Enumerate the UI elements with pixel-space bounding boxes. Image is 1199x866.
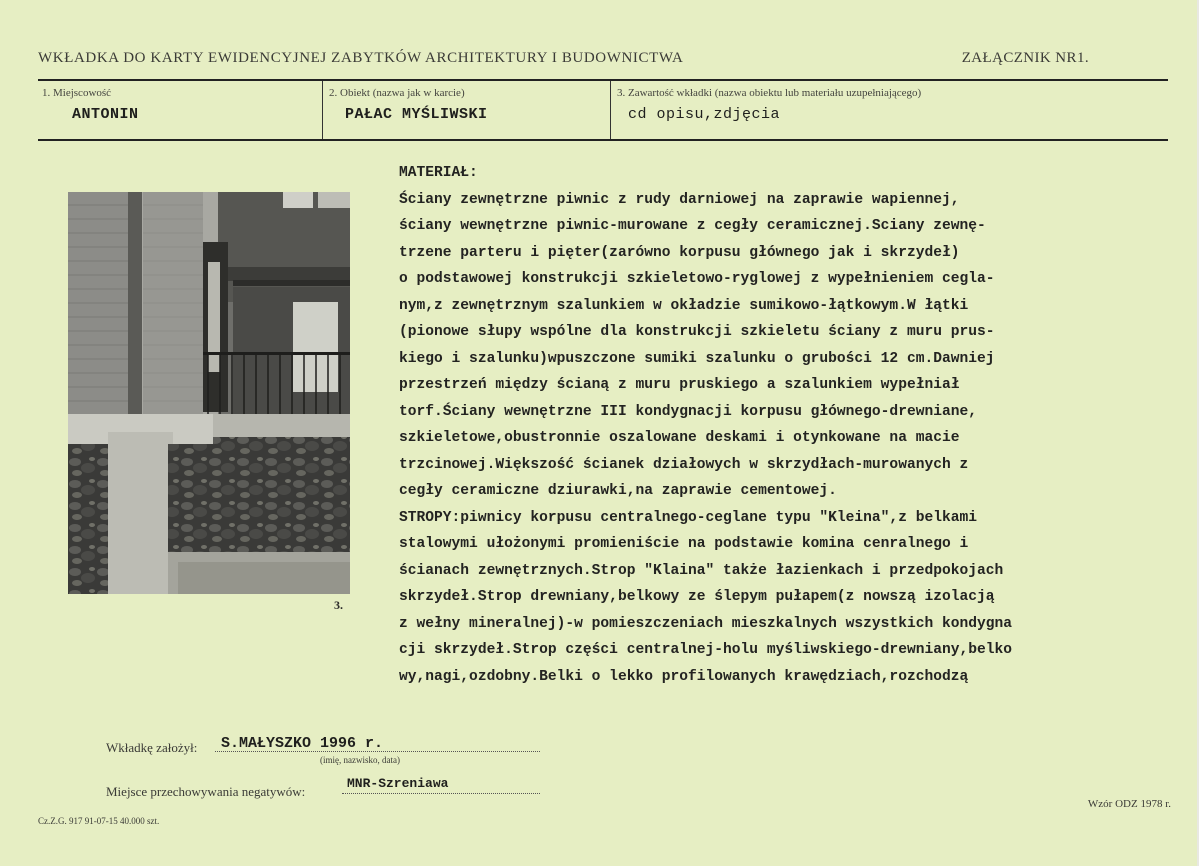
text-line: o podstawowej konstrukcji szkieletowo-ryglowej z wypełnieniem cegla- (399, 271, 995, 287)
field-value-object: PAŁAC MYŚLIWSKI (345, 106, 488, 123)
text-line: cji skrzydeł.Strop części centralnej-holu myśliwskiego-drewniany,belko (399, 642, 1013, 658)
text-line: nym,z zewnętrznym szalunkiem w okładzie sumikowo-łątkowym.W łątki (399, 297, 969, 314)
top-rule (38, 79, 1168, 81)
bottom-rule (38, 139, 1168, 141)
field-value-locality: ANTONIN (72, 106, 139, 123)
form-title: WKŁADKA DO KARTY EWIDENCYJNEJ ZABYTKÓW ARCHITEKTURY I BUDOWNICTWA (38, 50, 684, 66)
text-line: przestrzeń między ścianą z muru pruskiego a szalunkiem wypełniał (399, 377, 960, 393)
author-note: (imię, nazwisko, data) (320, 755, 400, 765)
author-label: Wkładkę założył: (106, 740, 198, 755)
field-label-contents: 3. Zawartość wkładki (nazwa obiektu lub materiału uzupełniającego) (617, 87, 922, 99)
author-value: S.MAŁYSZKO 1996 r. (221, 735, 384, 752)
text-line: z wełny mineralnej)-w pomieszczeniach mieszkalnych wszystkich kondygna (399, 615, 1013, 632)
field-divider (610, 81, 611, 139)
photo-number: 3. (334, 598, 343, 612)
print-info: Cz.Z.G. 917 91-07-15 40.000 szt. (38, 816, 160, 826)
text-line: (pionowe słupy wspólne dla konstrukcji szkieletu ściany z muru prus- (399, 324, 995, 340)
text-line: wy,nagi,ozdobny.Belki o lekko profilowanych krawędziach,rozchodzą (399, 668, 969, 685)
field-label-locality: 1. Miejscowość (42, 87, 112, 99)
form-info: Wzór ODZ 1978 r. (1087, 798, 1171, 810)
field-divider (322, 81, 323, 139)
text-line: ściany wewnętrzne piwnic-murowane z cegły ceramicznej.Sciany zewnę- (399, 218, 986, 234)
text-line: stalowymi ułożonymi promieniście na podstawie komina cenralnego i (399, 536, 969, 552)
description-text (399, 160, 1179, 690)
building-photograph (68, 192, 350, 594)
field-label-object: 2. Obiekt (nazwa jak w karcie) (329, 87, 465, 99)
text-line: torf.Ściany wewnętrzne III kondygnacji korpusu głównego-drewniane, (399, 403, 978, 420)
text-line: ścianach zewnętrznych.Strop "Klaina" także łazienkach i przedpokojach (399, 562, 1004, 579)
text-line: trzcinowej.Większość ścianek działowych w skrzydłach-murowanych z (399, 456, 969, 473)
text-line: trzene parteru i pięter(zarówno korpusu głównego jak i skrzydeł) (399, 244, 960, 261)
text-line: kiego i szalunku)wpuszczone sumiki szalunku o grubości 12 cm.Dawniej (399, 350, 995, 367)
attachment-number: ZAŁĄCZNIK NR1. (961, 50, 1089, 66)
text-line: Ściany zewnętrzne piwnic z rudy darniowej na zaprawie wapiennej, (399, 191, 960, 208)
text-line: skrzydeł.Strop drewniany,belkowy ze ślepym pułapem(z nowszą izolacją (399, 589, 995, 605)
storage-value: MNR-Szreniawa (347, 776, 449, 791)
text-line: szkieletowe,obustronnie oszalowane deskami i otynkowane na macie (399, 430, 960, 446)
text-line: STROPY:piwnicy korpusu centralnego-ceglane typu "Kleina",z belkami (399, 509, 978, 526)
storage-label: Miejsce przechowywania negatywów: (106, 784, 306, 799)
text-line: cegły ceramiczne dziurawki,na zaprawie cementowej. (399, 483, 837, 499)
text-line: MATERIAŁ: (399, 165, 478, 181)
field-value-contents: cd opisu,zdjęcia (628, 106, 781, 123)
storage-dotted-line (342, 793, 540, 794)
author-dotted-line (215, 751, 540, 752)
